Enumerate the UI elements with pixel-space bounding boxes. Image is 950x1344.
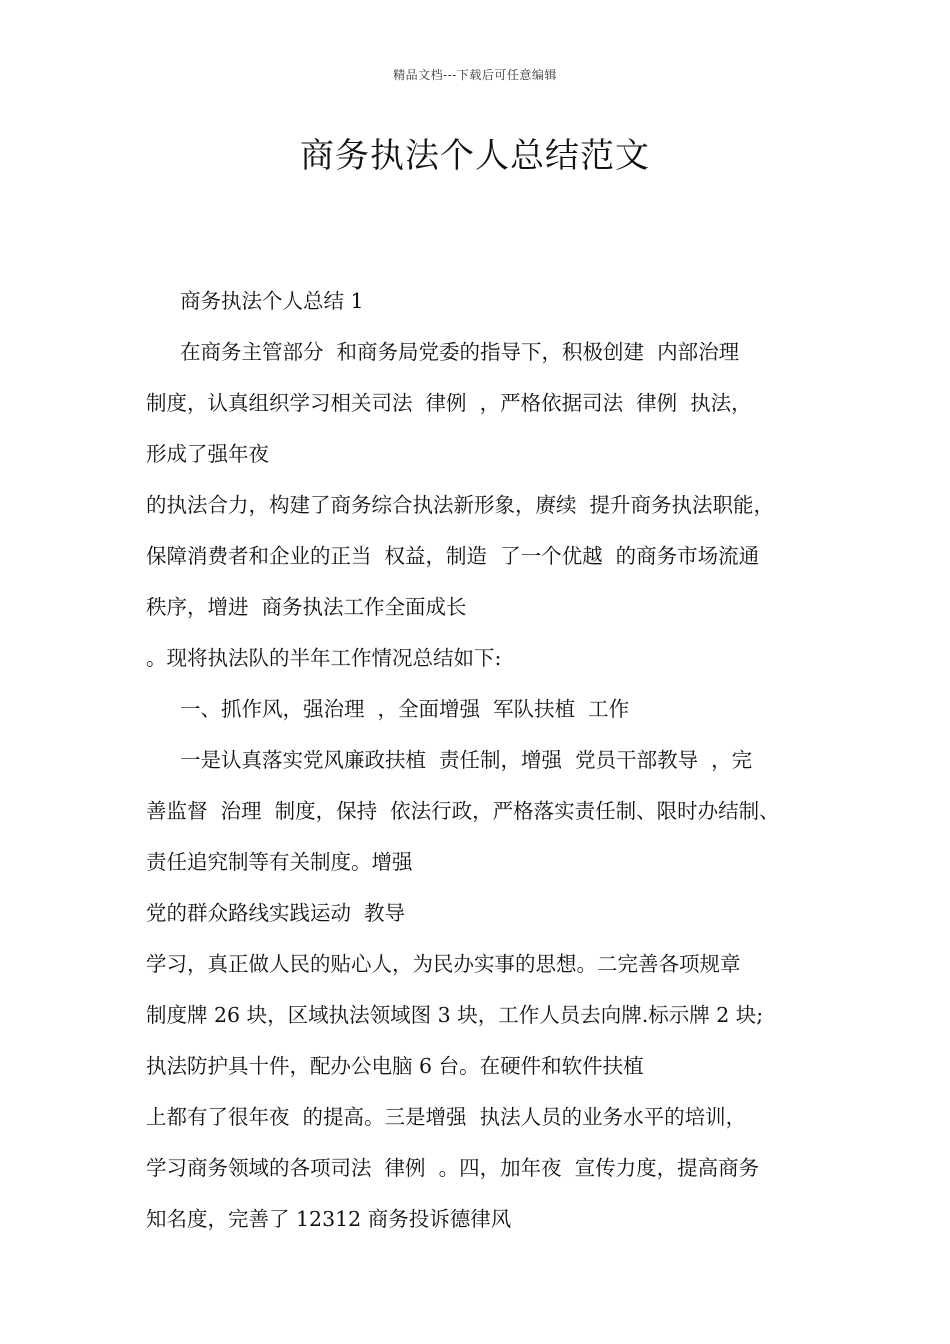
body-line: 保障消费者和企业的正当 权益，制造 了一个优越 的商务市场流通 bbox=[146, 544, 760, 568]
body-line: 上都有了很年夜 的提高。三是增强 执法人员的业务水平的培训， bbox=[146, 1105, 747, 1129]
document-body bbox=[146, 283, 836, 1252]
body-line: 一、抓作风，强治理 ，全面增强 军队扶植 工作 bbox=[180, 697, 630, 721]
body-line: 学习商务领域的各项司法 律例 。四，加年夜 宣传力度，提高商务 bbox=[146, 1156, 760, 1180]
document-title: 商务执法个人总结范文 bbox=[300, 136, 650, 176]
body-line: 知名度，完善了 12312 商务投诉德律风 bbox=[146, 1207, 512, 1231]
body-line: 秩序，增进 商务执法工作全面成长 bbox=[146, 595, 467, 619]
body-line: 在商务主管部分 和商务局党委的指导下，积极创建 内部治理 bbox=[180, 340, 740, 364]
body-line: 商务执法个人总结 1 bbox=[180, 289, 364, 313]
header-note: 精品文档---下载后可任意编辑 bbox=[393, 68, 557, 82]
body-line: 的执法合力，构建了商务综合执法新形象，赓续 提升商务执法职能， bbox=[146, 493, 775, 517]
body-line: 。现将执法队的半年工作情况总结如下: bbox=[146, 646, 502, 670]
body-line: 执法防护具十件，配办公电脑 6 台。在硬件和软件扶植 bbox=[146, 1054, 644, 1078]
body-line: 善监督 治理 制度，保持 依法行政，严格落实责任制、限时办结制、 bbox=[146, 799, 780, 823]
body-line: 制度，认真组织学习相关司法 律例 ，严格依据司法 律例 执法， bbox=[146, 391, 752, 415]
body-line: 党的群众路线实践运动 教导 bbox=[146, 901, 406, 925]
body-line: 一是认真落实党风廉政扶植 责任制，增强 党员干部教导 ，完 bbox=[180, 748, 753, 772]
body-line: 制度牌 26 块，区域执法领域图 3 块，工作人员去向牌.标示牌 2 块; bbox=[146, 1003, 764, 1027]
body-line: 责任追究制等有关制度。增强 bbox=[146, 850, 413, 874]
body-line: 形成了强年夜 bbox=[146, 442, 269, 466]
body-line: 学习，真正做人民的贴心人，为民办实事的思想。二完善各项规章 bbox=[146, 952, 741, 976]
